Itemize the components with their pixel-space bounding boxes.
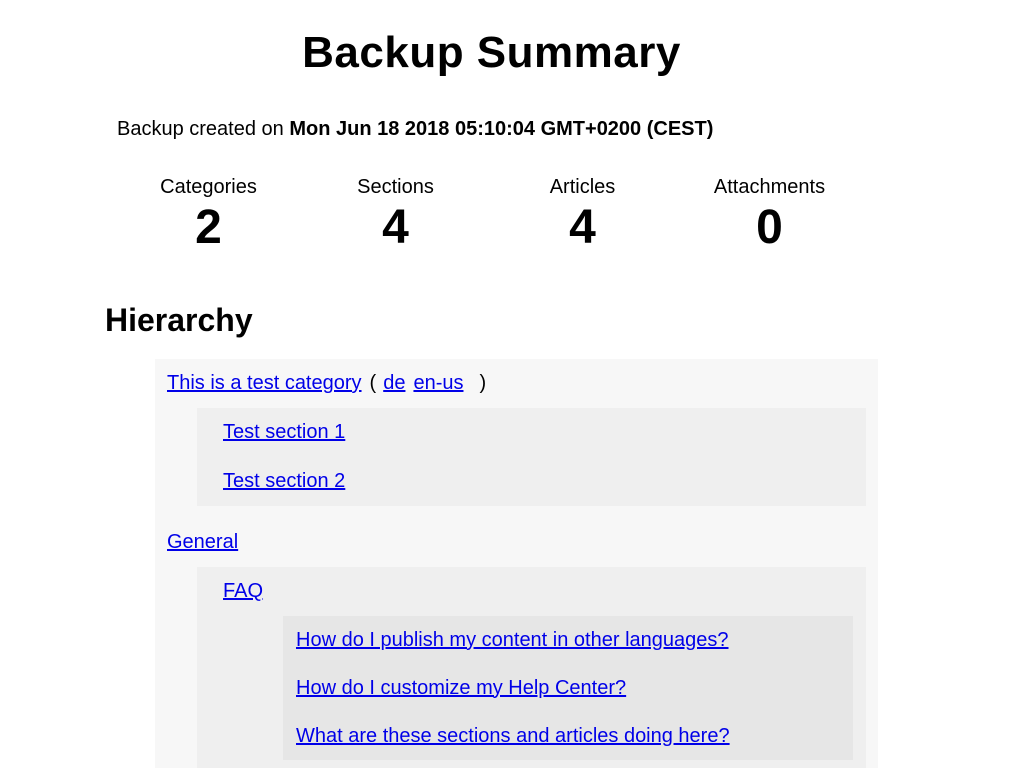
locale-link-en-us[interactable]: en-us bbox=[413, 372, 464, 394]
stat-label: Attachments bbox=[713, 176, 826, 198]
paren-open: ( bbox=[369, 372, 377, 394]
stat-value: 4 bbox=[569, 201, 596, 254]
stat-attachments bbox=[676, 174, 863, 254]
stat-articles bbox=[489, 174, 676, 254]
category-row bbox=[155, 518, 878, 567]
section-row bbox=[197, 408, 866, 457]
article-link[interactable]: How do I publish my content in other languages? bbox=[296, 628, 729, 651]
section-link[interactable]: FAQ bbox=[223, 580, 264, 602]
category-link[interactable]: This is a test category bbox=[167, 372, 362, 394]
stat-categories bbox=[115, 174, 302, 254]
stat-label: Sections bbox=[357, 176, 434, 198]
locale-link-de[interactable]: de bbox=[383, 372, 406, 394]
hierarchy-heading: Hierarchy bbox=[105, 302, 253, 338]
backup-date-prefix: Backup created on bbox=[117, 118, 290, 140]
page bbox=[105, 28, 878, 768]
section-link[interactable]: Test section 2 bbox=[223, 470, 346, 492]
section-row bbox=[197, 457, 866, 506]
article-link[interactable]: What are these sections and articles doing here? bbox=[296, 724, 730, 747]
stat-value: 2 bbox=[195, 201, 222, 254]
sections-group bbox=[197, 408, 866, 506]
paren-close: ) bbox=[479, 372, 487, 394]
article-link[interactable]: How do I customize my Help Center? bbox=[296, 676, 627, 699]
category-link[interactable]: General bbox=[167, 531, 239, 553]
stats-row bbox=[115, 174, 863, 254]
articles-group bbox=[283, 616, 853, 760]
section-link[interactable]: Test section 1 bbox=[223, 421, 346, 443]
article-row bbox=[283, 616, 853, 664]
article-row bbox=[283, 712, 853, 760]
backup-date-value: Mon Jun 18 2018 05:10:04 GMT+0200 (CEST) bbox=[289, 118, 714, 140]
sections-group bbox=[197, 567, 866, 768]
stat-value: 0 bbox=[756, 201, 783, 254]
category-row bbox=[155, 359, 878, 408]
stat-label: Articles bbox=[549, 176, 616, 198]
article-row bbox=[283, 664, 853, 712]
stat-label: Categories bbox=[160, 176, 257, 198]
backup-date-line bbox=[117, 116, 878, 142]
page-title: Backup Summary bbox=[302, 28, 681, 77]
section-row bbox=[197, 567, 866, 616]
stat-sections bbox=[302, 174, 489, 254]
hierarchy-panel bbox=[155, 359, 878, 768]
stat-value: 4 bbox=[382, 201, 409, 254]
